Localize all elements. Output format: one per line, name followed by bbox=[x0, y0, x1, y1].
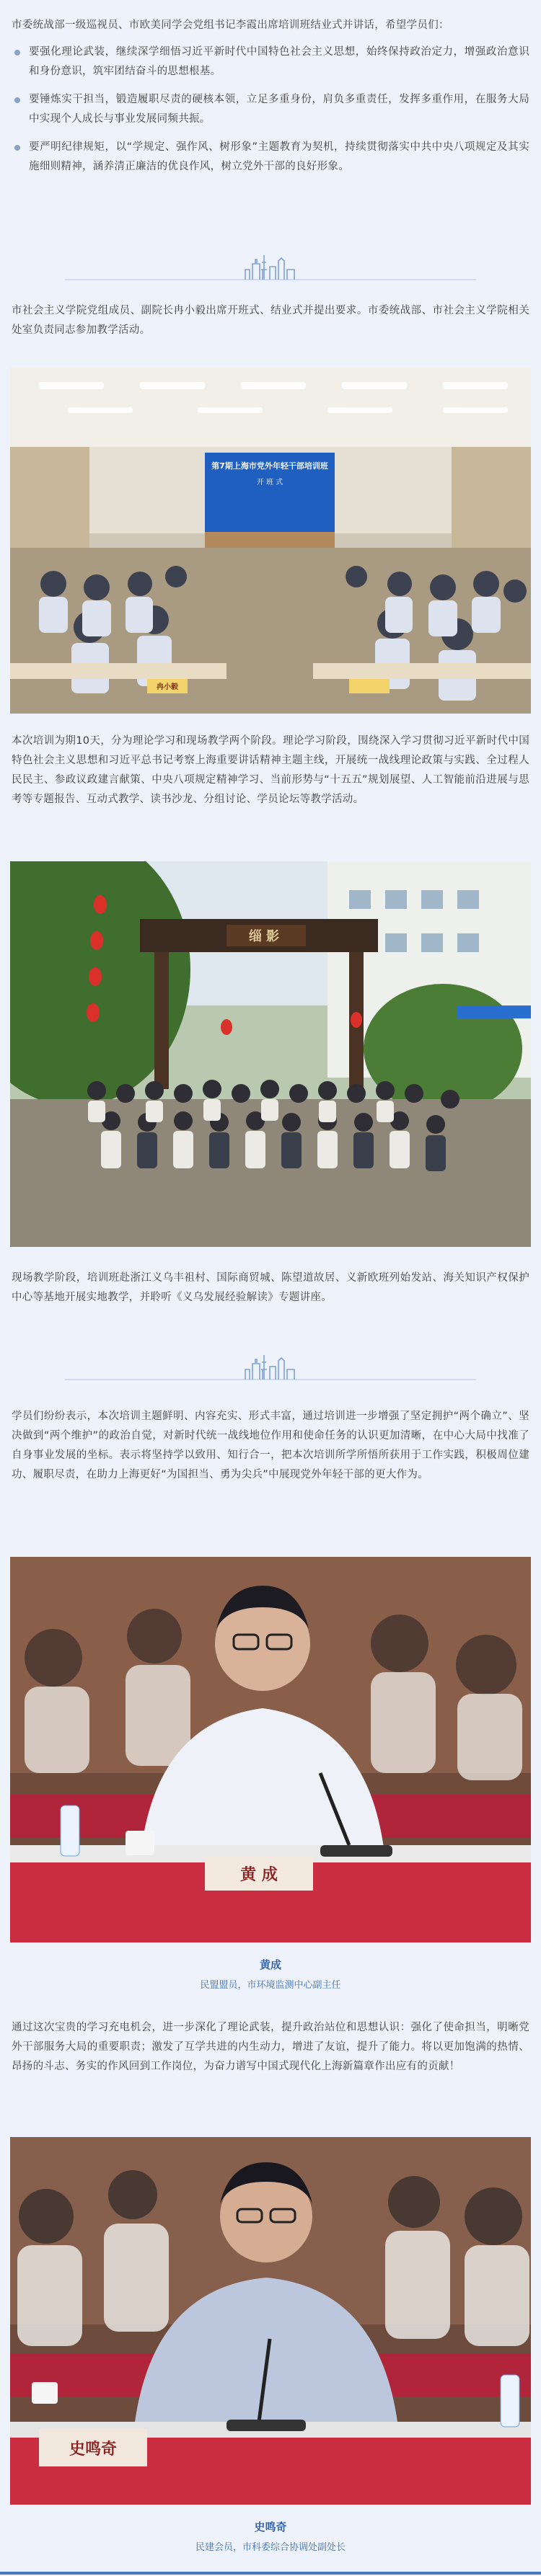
speaker1-photo bbox=[10, 1557, 531, 1942]
classroom-photo bbox=[10, 368, 531, 714]
paragraph-3 bbox=[10, 732, 531, 817]
intro-section bbox=[10, 16, 531, 185]
paragraph-text: 市社会主义学院党组成员、副院长冉小毅出席开班式、结业式并提出要求。市委统战部、市社会主义学院相关处室负责同志参加教学活动。 bbox=[12, 305, 529, 336]
speaker2-photo bbox=[10, 2137, 531, 2505]
skyline-divider-icon bbox=[0, 248, 541, 291]
paragraph-5 bbox=[10, 1407, 531, 1492]
speaker1-role: 民盟盟员，市环境监测中心副主任 bbox=[200, 1980, 341, 1991]
classroom-illustration bbox=[10, 368, 531, 714]
paragraph-text: 现场教学阶段，培训班赴浙江义乌丰祖村、国际商贸城、陈望道故居、义新欧班列始发站、海关知识产权保护中心等基地开展实地教学，并聆听《义乌发展经验解读》专题讲座。 bbox=[12, 1272, 529, 1303]
desk-nameplate: 冉小毅 bbox=[157, 683, 178, 691]
speaker2-role: 民建会员，市科委综合协调处副处长 bbox=[195, 2542, 346, 2553]
gate-sign: 缁影 bbox=[249, 929, 283, 944]
speaker1-nameplate: 黄 成 bbox=[240, 1865, 278, 1884]
speaker2-name: 史鸣奇 bbox=[254, 2521, 287, 2533]
screen-subtitle: 开 班 式 bbox=[256, 479, 283, 487]
paragraph-6 bbox=[10, 2018, 531, 2084]
bottom-accent-bar bbox=[0, 2572, 541, 2575]
paragraph-4 bbox=[10, 1269, 531, 1315]
wish-item: 要严明纪律规矩，以“学规定、强作风、树形象”主题教育为契机，持续贯彻落实中共中央八项规定及其实施细则精神，涵养清正廉洁的优良作风，树立党外干部的良好形象。 bbox=[12, 138, 529, 177]
paragraph-text: 通过这次宝贵的学习充电机会，进一步深化了理论武装，提升政治站位和思想认识：强化了使命担当，明晰党外干部服务大局的重要职责；激发了互学共进的内生动力，增进了友谊，提升了能力。将以更加饱满的热情、昂扬的斗志、务实的作风回到工作岗位，为奋力谱写中国式现代化上海新篇章作出应有的贡献！ bbox=[12, 2022, 529, 2072]
intro-paragraph: 市委统战部一级巡视员、市欧美同学会党组书记李霞出席培训班结业式并讲话，希望学员们： bbox=[12, 19, 449, 31]
group-illustration bbox=[10, 861, 531, 1247]
skyline-divider-icon bbox=[0, 1348, 541, 1391]
screen-title: 第7期上海市党外年轻干部培训班 bbox=[211, 461, 328, 471]
paragraph-text: 学员们纷纷表示，本次培训主题鲜明、内容充实、形式丰富，通过培训进一步增强了坚定拥护“两个确立”、坚决做到“两个维护”的政治自觉，对新时代统一战线地位作用和使命任务的认识更加清晰，在中心大局中找准了自身事业发展的坐标。表示将坚持学以致用、知行合一，把本次培训所学所悟所获用于工作实践，积极周位建功、履职尽责，在助力上海更好“为国担当、勇为尖兵”中展现党外年轻干部的更大作为。 bbox=[12, 1411, 529, 1480]
wish-item: 要锤炼实干担当，锻造履职尽责的硬核本领，立足多重身份，肩负多重责任，发挥多重作用，在服务大局中实现个人成长与事业发展同频共振。 bbox=[12, 90, 529, 129]
wish-list bbox=[12, 43, 529, 177]
paragraph-text: 本次培训为期10天，分为理论学习和现场教学两个阶段。理论学习阶段，围绕深入学习贯彻习近平新时代中国特色社会主义思想和习近平总书记考察上海重要讲话精神主题主线，开展统一战线理论政策与实践、全过程人民民主、参政议政建言献策、中央八项规定精神学习、当前形势与“十五五”规划展望、人工智能前沿进展与思考等专题报告、互动式教学、读书沙龙、分组讨论、学员论坛等教学活动。 bbox=[12, 735, 529, 805]
speaker2-nameplate: 史鸣奇 bbox=[69, 2440, 117, 2459]
wish-item: 要强化理论武装，继续深学细悟习近平新时代中国特色社会主义思想，始终保持政治定力，增强政治意识和身份意识，筑牢团结奋斗的思想根基。 bbox=[12, 43, 529, 81]
paragraph-2 bbox=[10, 301, 531, 347]
group-photo bbox=[10, 861, 531, 1247]
speaker1-name: 黄成 bbox=[259, 1958, 281, 1971]
